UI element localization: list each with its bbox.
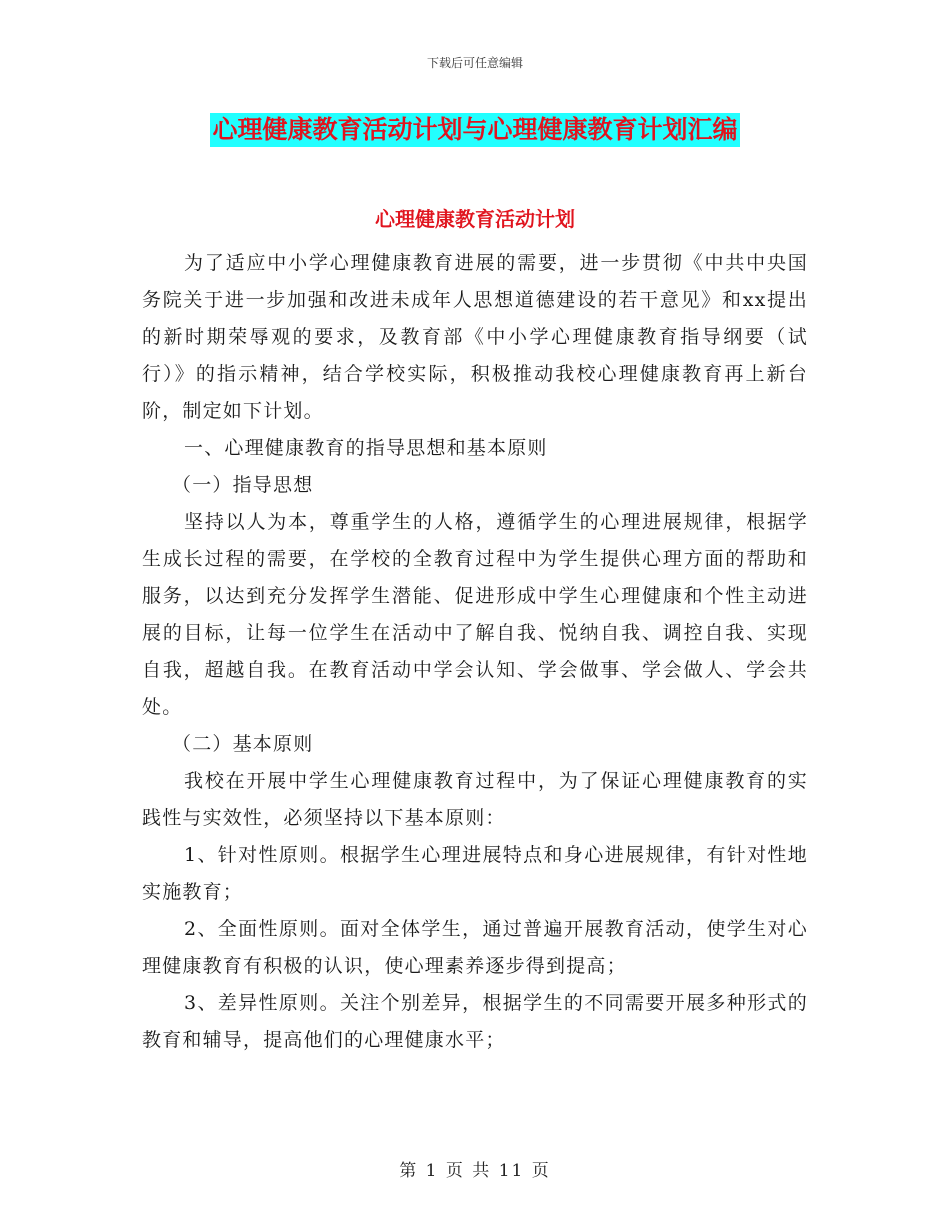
section-title: 心理健康教育活动计划 <box>375 207 575 231</box>
heading-guiding-principles: 一、心理健康教育的指导思想和基本原则 <box>184 437 548 459</box>
principle-item-1: 1、针对性原则。根据学生心理进展特点和身心进展规律，有针对性地实施教育； <box>142 844 808 903</box>
main-title: 心理健康教育活动计划与心理健康教育计划汇编 <box>210 113 739 147</box>
main-title-container <box>0 113 950 147</box>
paragraph-intro: 为了适应中小学心理健康教育进展的需要，进一步贯彻《中共中央国务院关于进一步加强和改进未成年人思想道德建设的若干意见》和xx提出的新时期荣辱观的要求，及教育部《中小学心理健康教育指导纲要（试行）》的指示精神，结合学校实际，积极推动我校心理健康教育再上新台阶，制定如下计划。 <box>142 252 808 422</box>
paragraph-basic-principles: 我校在开展中学生心理健康教育过程中，为了保证心理健康教育的实践性与实效性，必须坚持以下基本原则： <box>142 770 808 829</box>
paragraph-guiding-ideology: 坚持以人为本，尊重学生的人格，遵循学生的心理进展规律，根据学生成长过程的需要，在学校的全教育过程中为学生提供心理方面的帮助和服务，以达到充分发挥学生潜能、促进形成中学生心理健康和个性主动进展的目标，让每一位学生在活动中了解自我、悦纳自我、调控自我、实现自我，超越自我。在教育活动中学会认知、学会做事、学会做人、学会共处。 <box>142 511 808 718</box>
document-body <box>142 245 808 1059</box>
principle-item-2: 2、全面性原则。面对全体学生，通过普遍开展教育活动，使学生对心理健康教育有积极的认识，使心理素养逐步得到提高； <box>142 918 808 977</box>
subheading-guiding-ideology: （一）指导思想 <box>172 474 314 496</box>
principle-item-3: 3、差异性原则。关注个别差异，根据学生的不同需要开展多种形式的教育和辅导，提高他们的心理健康水平； <box>142 992 808 1051</box>
header-note: 下载后可任意编辑 <box>426 56 523 70</box>
subheading-basic-principles: （二）基本原则 <box>172 733 314 755</box>
page-footer: 第 1 页 共 11 页 <box>399 1161 551 1181</box>
